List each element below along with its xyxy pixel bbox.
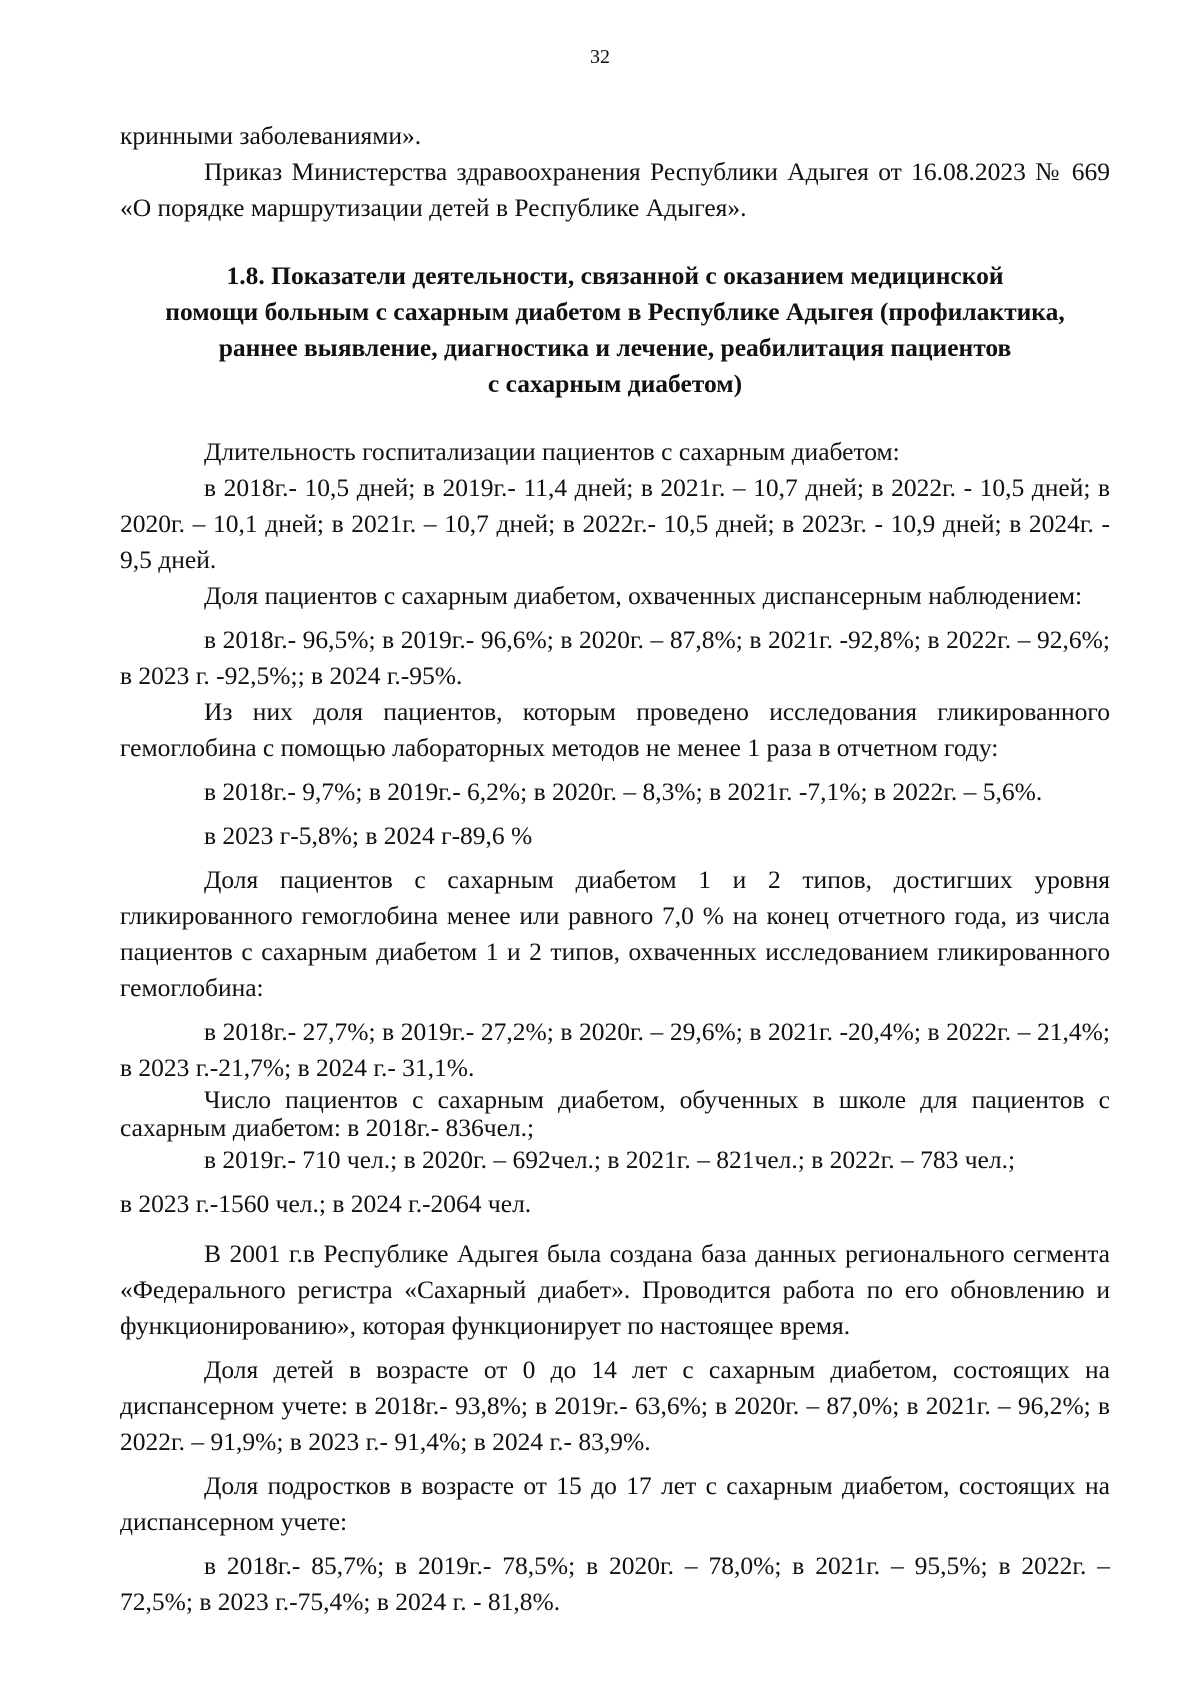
hospitalization-values: в 2018г.- 10,5 дней; в 2019г.- 11,4 дней; в 2021г. – 10,7 дней; в 2022г. - 10,5 дней; в 2020г. – 10,1 дней; в 2021г. – 10,7 дней; в 2022г.- 10,5 дней; в 2023г. - 10,9 дней; в 2024г. - 9,5 дней. [120,473,1110,574]
target-level-heading: Доля пациентов с сахарным диабетом 1 и 2 типов, достигших уровня гликированного гемоглобина менее или равного 7,0 % на конец отчетного года, из числа пациентов с сахарным диабетом 1 и 2 типов, охваченных исследованием гликированного гемоглобина: [120,865,1110,1002]
school-heading: Число пациентов с сахарным диабетом, обученных в школе для пациентов с сахарным диабетом: в 2018г.- 836чел.; [120,1085,1110,1142]
teens-values: в 2018г.- 85,7%; в 2019г.- 78,5%; в 2020г. – 78,0%; в 2021г. – 95,5%; в 2022г. – 72,5%; в 2023 г.-75,4%; в 2024 г. - 81,8%. [120,1551,1110,1616]
section-title-line: с сахарным диабетом) [487,369,743,398]
teens-heading: Доля подростков в возрасте от 15 до 17 лет с сахарным диабетом, состоящих на диспансерном учете: [120,1471,1110,1536]
school-values-2: в 2023 г.-1560 чел.; в 2024 г.-2064 чел. [120,1189,532,1218]
continuation-text: кринными заболеваниями». [120,121,422,150]
dispensary-heading: Доля пациентов с сахарным диабетом, охваченных диспансерным наблюдением: [204,581,1083,610]
document-body [120,118,1110,1620]
registry-paragraph: В 2001 г.в Республике Адыгея была создана база данных регионального сегмента «Федерального регистра «Сахарный диабет». Проводится работа по его обновлению и функционированию», которая функционирует по настоящее время. [120,1239,1110,1340]
school-values: в 2019г.- 710 чел.; в 2020г. – 692чел.; в 2021г. – 821чел.; в 2022г. – 783 чел.; [204,1145,1016,1174]
section-title [120,258,1110,402]
glycated-heading: Из них доля пациентов, которым проведено исследования гликированного гемоглобина с помощью лабораторных методов не менее 1 раза в отчетном году: [120,697,1110,762]
target-level-values: в 2018г.- 27,7%; в 2019г.- 27,2%; в 2020г. – 29,6%; в 2021г. -20,4%; в 2022г. – 21,4%; в 2023 г.-21,7%; в 2024 г.- 31,1%. [120,1017,1110,1082]
children-paragraph: Доля детей в возрасте от 0 до 14 лет с сахарным диабетом, состоящих на диспансерном учете: в 2018г.- 93,8%; в 2019г.- 63,6%; в 2020г. – 87,0%; в 2021г. – 96,2%; в 2022г. – 91,9%; в 2023 г.- 91,4%; в 2024 г.- 83,9%. [120,1355,1110,1456]
section-title-line: раннее выявление, диагностика и лечение, реабилитация пациентов [218,333,1012,362]
page-number: 32 [590,46,610,68]
hospitalization-heading: Длительность госпитализации пациентов с сахарным диабетом: [204,437,900,466]
dispensary-values: в 2018г.- 96,5%; в 2019г.- 96,6%; в 2020г. – 87,8%; в 2021г. -92,8%; в 2022г. – 92,6%; в 2023 г. -92,5%;; в 2024 г.-95%. [120,625,1110,690]
section-title-line: помощи больным с сахарным диабетом в Республике Адыгея (профилактика, [165,297,1065,326]
glycated-values: в 2018г.- 9,7%; в 2019г.- 6,2%; в 2020г. – 8,3%; в 2021г. -7,1%; в 2022г. – 5,6%. [204,777,1043,806]
order-reference: Приказ Министерства здравоохранения Республики Адыгея от 16.08.2023 № 669 «О порядке маршрутизации детей в Республике Адыгея». [120,157,1110,222]
section-title-line: 1.8. Показатели деятельности, связанной с оказанием медицинской [226,261,1004,290]
glycated-values-2: в 2023 г-5,8%; в 2024 г-89,6 % [204,821,533,850]
